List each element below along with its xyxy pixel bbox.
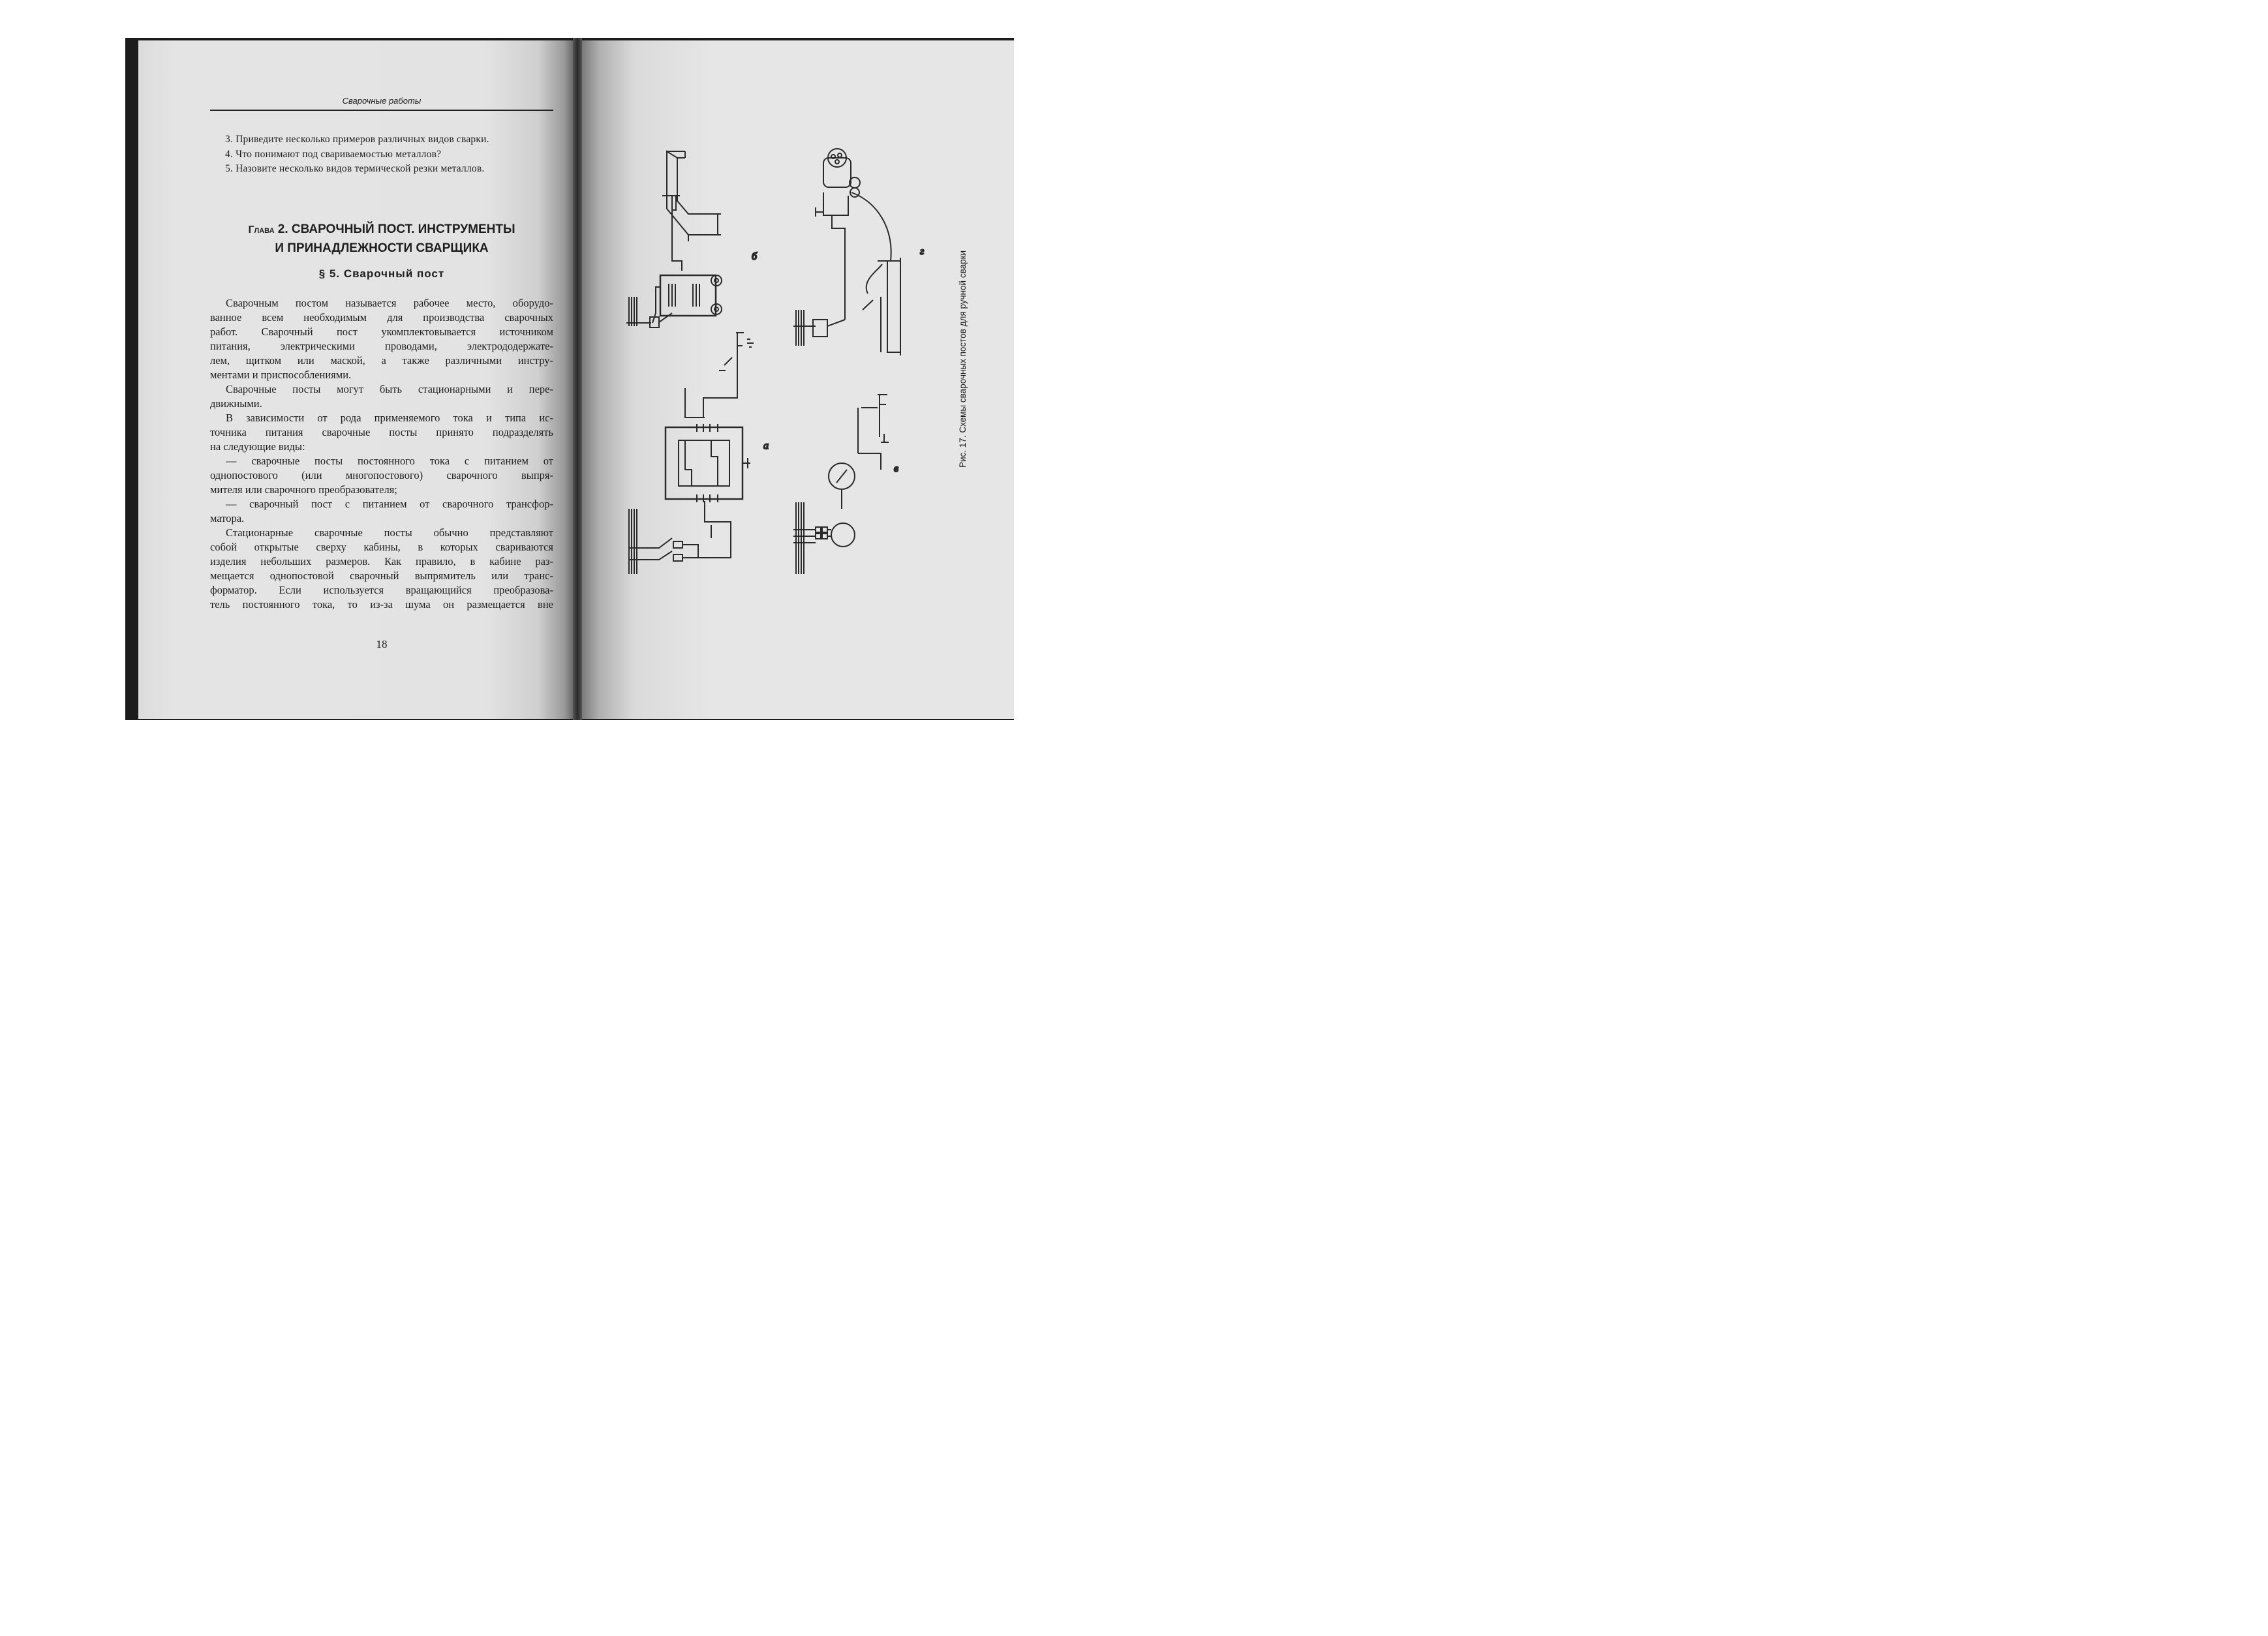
text-line: Стационарные сварочные посты обычно представляют bbox=[226, 526, 553, 539]
text-line: однопостового (или многопостового) сварочного выпря- bbox=[210, 469, 553, 481]
text-line: Сварочные посты могут быть стационарными и пере- bbox=[226, 383, 553, 395]
text-line: собой открытые сверху кабины, в которых свариваются bbox=[210, 541, 553, 553]
label-a: а bbox=[763, 440, 769, 451]
question-4: 4. Что понимают под свариваемостью металлов? bbox=[225, 149, 442, 160]
chapter-label: Глава bbox=[248, 224, 275, 235]
text-line: Сварочным постом называется рабочее место, оборудо- bbox=[226, 297, 553, 309]
diagram-a bbox=[629, 333, 754, 574]
chapter-heading bbox=[210, 220, 553, 258]
chapter-title-line1: 2. СВАРОЧНЫЙ ПОСТ. ИНСТРУМЕНТЫ bbox=[277, 222, 515, 236]
text-line: точника питания сварочные посты принято подразделять bbox=[210, 426, 553, 438]
text-line: движными. bbox=[210, 397, 262, 410]
figure-caption: Рис. 17. Схемы сварочных постов для ручной сварки bbox=[958, 250, 968, 468]
page-number: 18 bbox=[376, 638, 388, 650]
label-b: б bbox=[752, 251, 758, 262]
text-line: мещается однопостовой сварочный выпрямитель или транс- bbox=[210, 569, 553, 582]
text-line: лем, щитком или маской, а также различными инстру- bbox=[210, 354, 553, 367]
text-line: В зависимости от рода применяемого тока и типа ис- bbox=[226, 412, 553, 424]
text-line: — сварочный пост с питанием от сварочного трансфор- bbox=[226, 498, 553, 510]
text-line: матора. bbox=[210, 512, 245, 524]
diagram-v bbox=[793, 395, 889, 574]
book-gutter bbox=[573, 38, 582, 720]
question-3: 3. Приведите несколько примеров различных видов сварки. bbox=[225, 134, 489, 145]
diagram-g bbox=[793, 149, 900, 356]
text-line: форматор. Если используется вращающийся преобразова- bbox=[210, 584, 553, 596]
running-head: Сварочные работы bbox=[342, 96, 421, 106]
text-line: на следующие виды: bbox=[210, 440, 305, 453]
text-line: ванное всем необходимым для производства сварочных bbox=[210, 311, 553, 324]
welding-post-diagrams bbox=[620, 130, 925, 600]
label-v: в bbox=[894, 463, 898, 474]
text-line: работ. Сварочный пост укомплектовывается источником bbox=[210, 326, 553, 338]
text-line: — сварочные посты постоянного тока с питанием от bbox=[226, 455, 553, 467]
section-heading: § 5. Сварочный пост bbox=[318, 267, 445, 280]
diagram-b bbox=[626, 151, 722, 327]
text-line: мителя или сварочного преобразователя; bbox=[210, 483, 397, 496]
label-g: г bbox=[920, 246, 925, 257]
text-line: ментами и приспособлениями. bbox=[210, 369, 352, 381]
paragraph-1 bbox=[210, 296, 553, 612]
header-rule bbox=[210, 110, 553, 111]
question-5: 5. Назовите несколько видов термической резки металлов. bbox=[225, 163, 485, 174]
text-line: питания, электрическими проводами, электрододержате- bbox=[210, 340, 553, 352]
text-line: изделия небольших размеров. Как правило, в кабине раз- bbox=[210, 555, 553, 568]
text-line: тель постоянного тока, то из-за шума он размещается вне bbox=[210, 598, 553, 611]
chapter-title-line2: И ПРИНАДЛЕЖНОСТИ СВАРЩИКА bbox=[275, 241, 489, 255]
